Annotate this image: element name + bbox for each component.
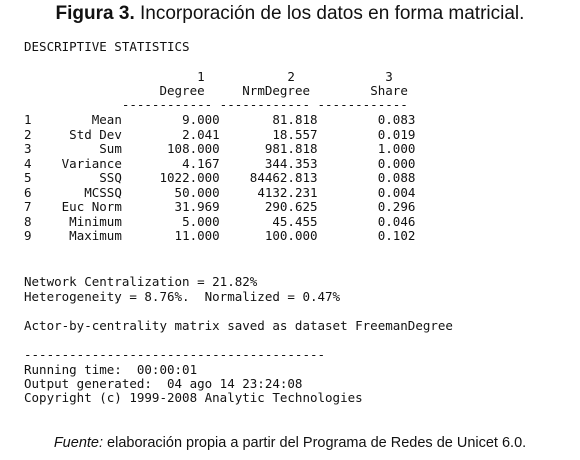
- section-title: DESCRIPTIVE STATISTICS: [24, 39, 190, 54]
- cell-degree: 31.969: [121, 199, 220, 214]
- cell-share: 0.296: [317, 199, 416, 214]
- stats-row: [24, 157, 415, 172]
- cell-nrmdegree: 84462.813: [219, 170, 318, 185]
- cell-degree: 4.167: [121, 155, 220, 171]
- cell-share: 0.102: [317, 228, 416, 243]
- stats-row: [24, 215, 415, 230]
- cell-degree: 5.000: [121, 213, 220, 229]
- col-number-3: 3: [385, 69, 393, 84]
- figure-title-text: Incorporación de los datos en forma matricial.: [140, 3, 525, 24]
- cell-degree: 108.000: [121, 141, 220, 156]
- col-header-degree: Degree: [159, 83, 205, 98]
- row-number: 9: [24, 228, 32, 243]
- cell-nrmdegree: 45.455: [219, 213, 318, 229]
- stats-row: [24, 128, 415, 143]
- caption-source-label: Fuente:: [53, 435, 103, 451]
- cell-share: 0.088: [317, 170, 416, 185]
- caption-text: elaboración propia a partir del Programa de Redes de Unicet 6.0.: [107, 435, 527, 451]
- row-label: Mean: [39, 112, 122, 127]
- row-number: 6: [24, 184, 32, 200]
- figure-label: Figura 3.: [55, 3, 135, 24]
- cell-degree: 11.000: [121, 228, 220, 243]
- running-time: Running time: 00:00:01: [24, 362, 198, 377]
- col-header-share: Share: [370, 83, 408, 98]
- row-label: Sum: [39, 141, 122, 156]
- copyright: Copyright (c) 1999-2008 Analytic Technologies: [24, 390, 363, 405]
- cell-nrmdegree: 18.557: [219, 126, 318, 142]
- cell-degree: 9.000: [121, 112, 220, 127]
- row-label: Std Dev: [39, 126, 122, 142]
- heterogeneity: Heterogeneity = 8.76%. Normalized = 0.47%: [24, 289, 341, 304]
- output-generated: Output generated: 04 ago 14 23:24:08: [24, 376, 303, 391]
- cell-share: 1.000: [317, 141, 416, 156]
- row-number: 8: [24, 213, 32, 229]
- cell-degree: 2.041: [121, 126, 220, 142]
- cell-nrmdegree: 290.625: [219, 199, 318, 214]
- footer-divider: ----------------------------------------: [24, 347, 326, 362]
- row-number: 2: [24, 126, 32, 142]
- col-number-1: 1: [197, 69, 205, 84]
- cell-nrmdegree: 981.818: [219, 141, 318, 156]
- col-header-nrmdegree: NrmDegree: [242, 83, 310, 98]
- row-number: 3: [24, 141, 32, 156]
- row-number: 5: [24, 170, 32, 185]
- row-label: Minimum: [39, 213, 122, 229]
- cell-share: 0.000: [317, 155, 416, 171]
- row-label: Euc Norm: [39, 199, 122, 214]
- header-divider: ------------ ------------ ------------: [24, 97, 408, 112]
- stats-row: [24, 229, 415, 244]
- row-number: 4: [24, 155, 32, 171]
- stats-row: [24, 142, 415, 157]
- cell-nrmdegree: 100.000: [219, 228, 318, 243]
- row-number: 7: [24, 199, 32, 214]
- cell-share: 0.019: [317, 126, 416, 142]
- row-label: SSQ: [39, 170, 122, 185]
- row-number: 1: [24, 112, 32, 127]
- stats-row: [24, 113, 415, 128]
- network-centralization: Network Centralization = 21.82%: [24, 274, 258, 289]
- cell-nrmdegree: 81.818: [219, 112, 318, 127]
- row-label: Variance: [39, 155, 122, 171]
- stats-row: [24, 186, 415, 201]
- cell-share: 0.004: [317, 184, 416, 200]
- row-label: MCSSQ: [39, 184, 122, 200]
- stats-row: [24, 200, 415, 215]
- row-label: Maximum: [39, 228, 122, 243]
- cell-degree: 50.000: [121, 184, 220, 200]
- cell-degree: 1022.000: [121, 170, 220, 185]
- cell-share: 0.046: [317, 213, 416, 229]
- cell-nrmdegree: 344.353: [219, 155, 318, 171]
- stats-row: [24, 171, 415, 186]
- col-number-2: 2: [287, 69, 295, 84]
- cell-share: 0.083: [317, 112, 416, 127]
- cell-nrmdegree: 4132.231: [219, 184, 318, 200]
- figure-title: [0, 2, 580, 26]
- saved-message: Actor-by-centrality matrix saved as dataset FreemanDegree: [24, 318, 453, 333]
- figure-caption: [0, 434, 580, 452]
